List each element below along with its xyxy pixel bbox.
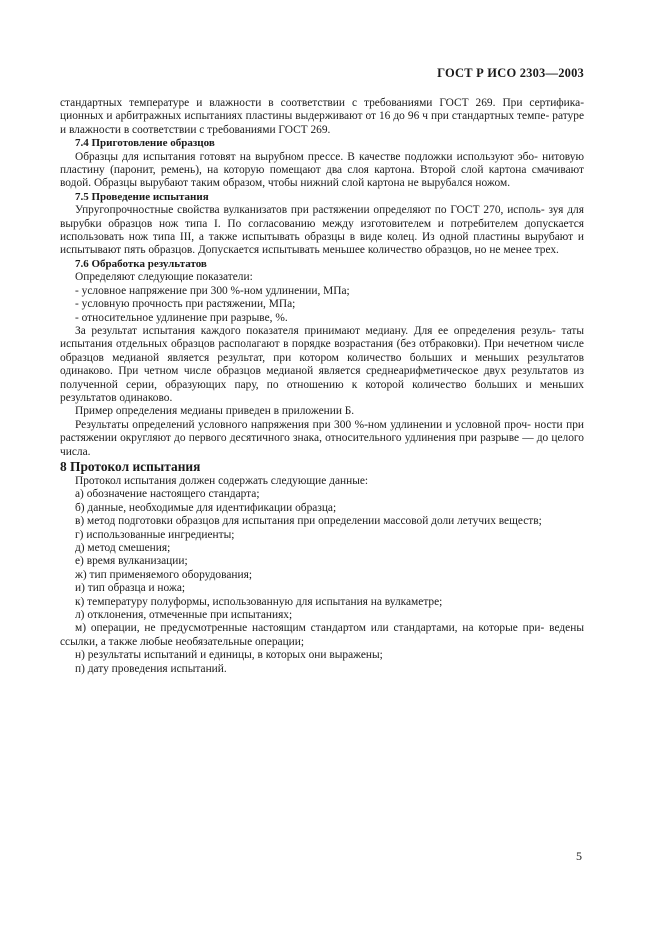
section-7-6-heading: 7.6 Обработка результатов	[75, 257, 207, 270]
section-7-4-heading: 7.4 Приготовление образцов	[75, 137, 215, 150]
paragraph-continuation: стандартных температуре и влажности в соответствии с требованиями ГОСТ 269. При сертифика- ционных и арбитражных испытаниях пластины выдерживают от 16 до 96 ч при стандартных темпе- ратуре и влажности в соответствии с требованиями ГОСТ 269.	[60, 97, 584, 136]
protocol-item: в) метод подготовки образцов для испытания при определении массовой доли летучих веществ;	[75, 515, 542, 528]
protocol-item: е) время вулканизации;	[75, 555, 188, 568]
indicator-item: - относительное удлинение при разрыве, %.	[75, 311, 288, 324]
rounding-paragraph: Результаты определений условного напряжения при 300 %-ном удлинении и условной проч- ности при растяжении округляют до первого десятичного знака, относительного удлинения при разрыве — до целого числа.	[60, 418, 584, 458]
protocol-item: м) операции, не предусмотренные настоящим стандартом или стандартами, на которые при- ведены ссылки, а также любые необязательные операции;	[60, 622, 584, 648]
protocol-item: л) отклонения, отмеченные при испытаниях;	[75, 609, 293, 622]
protocol-item: ж) тип применяемого оборудования;	[75, 568, 252, 581]
protocol-item: н) результаты испытаний и единицы, в которых они выражены;	[75, 649, 383, 662]
protocol-item: д) метод смешения;	[75, 542, 171, 554]
median-paragraph: За результат испытания каждого показателя принимают медиану. Для ее определения резуль- таты испытания отдельных образцов располагают в порядке возрастания (без отбраковки). При нечетном числе образцов медианой является результат, при котором количество больших и меньших результатов одинаково. При четном числе образцов медианой является среднеарифметическое двух результатов из полученной серии, образующих пару, по отношению к которой количество больших и меньших результатов одинаково.	[60, 324, 585, 404]
median-example-paragraph: Пример определения медианы приведен в приложении Б.	[75, 405, 355, 418]
protocol-item: г) использованные ингредиенты;	[75, 528, 235, 541]
indicator-item: - условную прочность при растяжении, МПа;	[75, 298, 296, 311]
section-8-heading: 8 Протокол испытания	[60, 458, 201, 474]
section-8-intro: Протокол испытания должен содержать следующие данные:	[75, 474, 369, 487]
protocol-item: п) дату проведения испытаний.	[75, 662, 227, 675]
protocol-item: и) тип образца и ножа;	[75, 582, 186, 595]
section-7-5-text: Упругопрочностные свойства вулканизатов при растяжении определяют по ГОСТ 270, исполь- зуя для вырубки образцов нож типа I. По согласованию между изготовителем и потребителем допускается использовать нож типа III, а также испытывать образцы в виде колец. Из одной пластины вырубают и испытывают пять образцов. Допускается испытывать меньшее количество образцов, но не менее трех.	[60, 204, 584, 257]
indicator-item: - условное напряжение при 300 %-ном удлинении, МПа;	[75, 284, 350, 297]
section-7-4-text: Образцы для испытания готовят на вырубном прессе. В качестве подложки используют эбо- нитовую пластину (паронит, ремень), на которую помещают два слоя картона. Второй слой картона смачивают водой. Образцы вырубают таким образом, чтобы нижний слой картона не вырубался ножом.	[60, 150, 584, 190]
document-body	[60, 97, 584, 676]
protocol-item: а) обозначение настоящего стандарта;	[75, 488, 260, 501]
protocol-item: к) температуру полуформы, использованную для испытания на вулкаметре;	[75, 595, 443, 608]
page-number: 5	[576, 849, 582, 863]
section-7-6-intro: Определяют следующие показатели:	[75, 271, 253, 284]
section-7-5-heading: 7.5 Проведение испытания	[75, 190, 209, 203]
protocol-item: б) данные, необходимые для идентификации образца;	[75, 501, 337, 514]
standard-header: ГОСТ Р ИСО 2303—2003	[437, 66, 584, 80]
